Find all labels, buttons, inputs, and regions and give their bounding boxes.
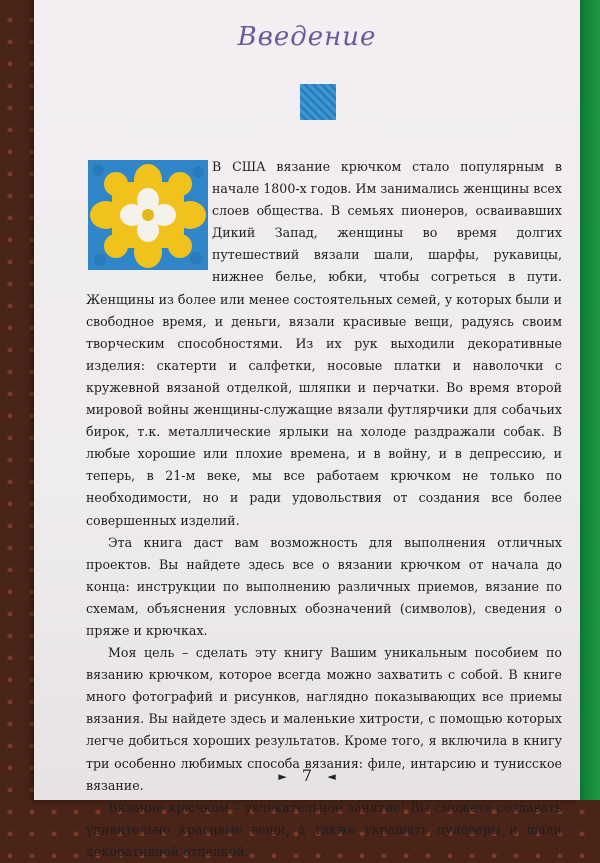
paragraph: Эта книга даст вам возможность для выполнения отличных проектов. Вы найдете здесь все о вязании крючком от начала до конца: инструкции по выполнению различных приемов, вязание по схемам, объяснения условных обозначений (символов), сведения о пряже и крючках. [86,534,562,638]
book-page [34,0,580,859]
right-arrow-icon: ► [278,770,287,783]
paragraph: Моя цель – сделать эту книгу Вашим уникальным пособием по вязанию крючком, которое всегда можно захватить с собой. В книге много фотографий и рисунков, наглядно показывающих все приемы вязания. Вы найдете здесь и маленькие хитрости, с помощью которых легче добиться хороших результатов. Кроме того, я включила в книгу три особенно любимых способа вязания: филе, интарсию и тунисское вязание. [86,645,562,793]
crochet-square-ornament [300,84,336,120]
left-arrow-icon: ◄ [327,770,336,783]
body-text [86,156,562,863]
paragraph: В США вязание крючком стало популярным в начале 1800-х годов. Им занимались женщины всех слоев общества. В семьях пионеров, осваивавших Дикий Запад, женщины во время долгих путешествий вязали шали, шарфы, рукавицы, нижнее белье, юбки, чтобы согреться в пути. Женщины из более или менее состоятельных семей, у которых были и свободное время, и деньги, вязали красивые вещи, радуясь своим творческим способностями. Из их рук выходили декоративные изделия: скатерти и салфетки, носовые платки и наволочки с кружевной вязаной отделкой, шляпки и перчатки. Во время второй мировой войны женщины-служащие вязали футлярчики для собачьих бирок, т.к. металлические ярлыки на холоде раздражали собак. В любые хорошие или плохие времена, и в войну, и в депрессию, и теперь, в 21-м веке, мы все работаем крючком не только по необходимости, но и ради удовольствия от создания все более совершенных изделий. [86,159,562,528]
page-footer [34,766,580,785]
page-number: 7 [301,766,313,785]
page-title: Введение [237,22,377,52]
book-cover-edge [580,0,600,800]
paragraph: Вязание крючком – увлекательное занятие! Вы сможете создавать удивительно красивые вещи, а также украшать пуловеры и шали декоративной отделкой. [86,799,562,859]
